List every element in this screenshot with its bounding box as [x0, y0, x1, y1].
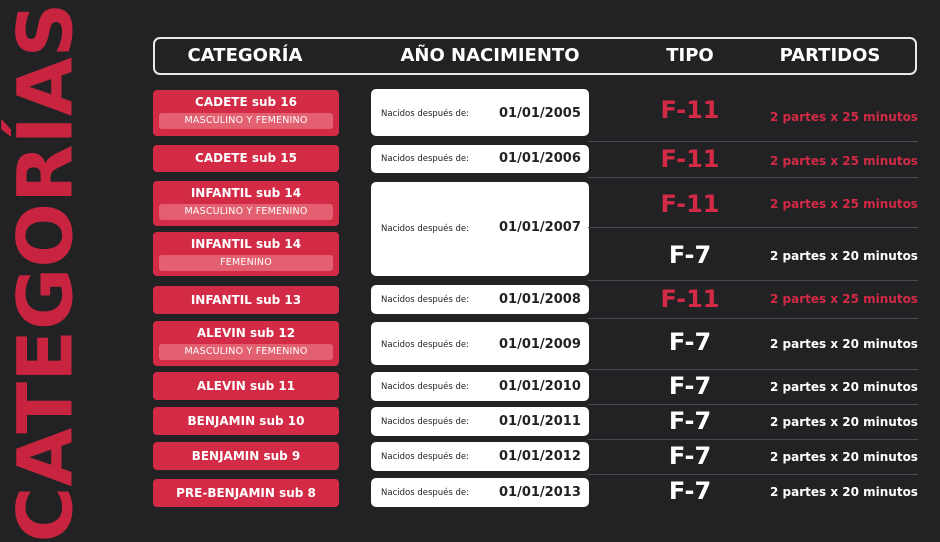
row-divider: [588, 227, 918, 228]
row-divider: [588, 474, 918, 475]
category-name: ALEVIN sub 11: [196, 379, 296, 393]
category-name: CADETE sub 16: [195, 95, 297, 109]
side-title-text: CATEGORÍAS: [0, 2, 90, 542]
date-box: [371, 478, 589, 507]
row-divider: [588, 177, 918, 178]
partidos-value: 2 partes x 25 minutos: [770, 154, 918, 168]
date-box: [371, 182, 589, 276]
category-name: BENJAMIN sub 9: [191, 449, 301, 463]
header-tipo: TIPO: [666, 45, 714, 66]
date-box: [371, 322, 589, 365]
row-divider: [588, 439, 918, 440]
category-name: PRE-BENJAMIN sub 8: [176, 486, 316, 500]
partidos-value: 2 partes x 20 minutos: [770, 337, 918, 351]
row-divider: [588, 404, 918, 405]
date-label: Nacidos después de:: [381, 452, 470, 462]
date-box: [371, 145, 589, 173]
category-alevin-sub12: [153, 321, 339, 366]
header-partidos: PARTIDOS: [779, 45, 881, 66]
tipo-value: F-7: [668, 407, 712, 435]
date-value: 01/01/2009: [499, 337, 581, 352]
date-label: Nacidos después de:: [381, 224, 470, 234]
date-box: [371, 372, 589, 401]
partidos-value: 2 partes x 25 minutos: [770, 110, 918, 124]
tipo-value: F-11: [660, 190, 720, 218]
date-value: 01/01/2008: [499, 292, 581, 307]
partidos-value: 2 partes x 25 minutos: [770, 197, 918, 211]
category-alevin-sub11: [153, 372, 339, 400]
category-benjamin-sub9: [153, 442, 339, 470]
category-name: INFANTIL sub 14: [190, 186, 302, 200]
tipo-value: F-11: [660, 145, 720, 173]
header-ano-nacimiento: AÑO NACIMIENTO: [400, 45, 580, 66]
date-label: Nacidos después de:: [381, 295, 470, 305]
category-benjamin-sub10: [153, 407, 339, 435]
date-value: 01/01/2011: [499, 414, 581, 429]
date-value: 01/01/2010: [499, 379, 581, 394]
date-label: Nacidos después de:: [381, 488, 470, 498]
category-infantil-sub14-mf: [153, 181, 339, 226]
tipo-value: F-7: [668, 328, 712, 356]
row-divider: [588, 141, 918, 142]
date-value: 01/01/2012: [499, 449, 581, 464]
date-box: [371, 442, 589, 471]
date-value: 01/01/2013: [499, 485, 581, 500]
category-infantil-sub13: [153, 286, 339, 314]
date-label: Nacidos después de:: [381, 109, 470, 119]
side-title: [0, 2, 90, 542]
date-label: Nacidos después de:: [381, 417, 470, 427]
category-name: CADETE sub 15: [195, 151, 297, 165]
tipo-value: F-7: [668, 442, 712, 470]
date-box: [371, 407, 589, 436]
date-box: [371, 285, 589, 314]
partidos-value: 2 partes x 20 minutos: [770, 485, 918, 499]
category-sub: MASCULINO Y FEMENINO: [159, 344, 333, 360]
partidos-value: 2 partes x 20 minutos: [770, 450, 918, 464]
date-value: 01/01/2007: [499, 220, 581, 235]
date-label: Nacidos después de:: [381, 382, 470, 392]
tipo-value: F-11: [660, 96, 720, 124]
partidos-value: 2 partes x 20 minutos: [770, 380, 918, 394]
tipo-value: F-7: [668, 477, 712, 505]
category-cadete-sub16: [153, 90, 339, 136]
tipo-value: F-7: [668, 241, 712, 269]
date-value: 01/01/2006: [499, 151, 581, 166]
row-divider: [588, 318, 918, 319]
category-name: INFANTIL sub 14: [190, 237, 302, 251]
category-name: BENJAMIN sub 10: [187, 414, 305, 428]
category-prebenjamin-sub8: [153, 479, 339, 507]
date-box: [371, 89, 589, 136]
table-header: [153, 37, 917, 75]
partidos-value: 2 partes x 20 minutos: [770, 249, 918, 263]
tipo-value: F-7: [668, 372, 712, 400]
date-value: 01/01/2005: [499, 106, 581, 121]
partidos-value: 2 partes x 20 minutos: [770, 415, 918, 429]
date-label: Nacidos después de:: [381, 340, 470, 350]
category-cadete-sub15: [153, 145, 339, 172]
partidos-value: 2 partes x 25 minutos: [770, 292, 918, 306]
date-label: Nacidos después de:: [381, 154, 470, 164]
row-divider: [588, 369, 918, 370]
category-sub: MASCULINO Y FEMENINO: [159, 204, 333, 220]
category-name: INFANTIL sub 13: [190, 293, 302, 307]
header-categoria: CATEGORÍA: [187, 45, 303, 66]
category-name: ALEVIN sub 12: [196, 326, 296, 340]
row-divider: [588, 280, 918, 281]
category-infantil-sub14-f: [153, 232, 339, 276]
tipo-value: F-11: [660, 285, 720, 313]
category-sub: FEMENINO: [159, 255, 333, 271]
category-sub: MASCULINO Y FEMENINO: [159, 113, 333, 129]
